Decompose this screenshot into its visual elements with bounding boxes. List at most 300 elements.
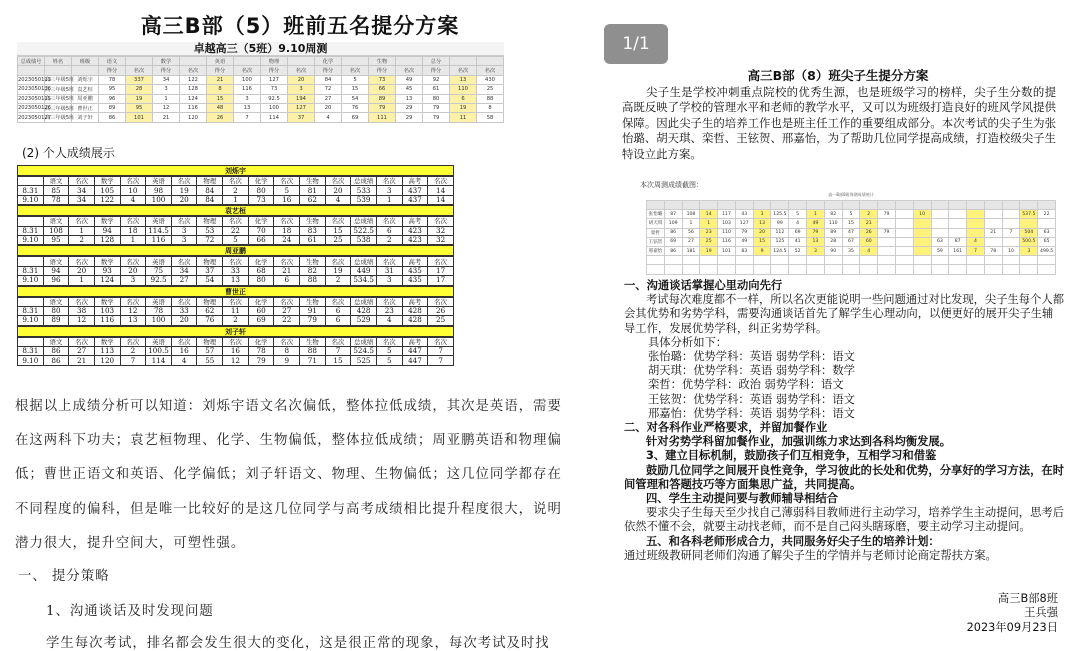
table-cell: 名次: [376, 297, 402, 306]
table-cell: 73: [248, 195, 274, 204]
table-cell: 高三年级5班: [45, 94, 72, 103]
table-cell: 2023050126: [18, 105, 52, 112]
table-cell: 名次: [376, 177, 402, 186]
section-4-heading: 四、学生主动提问要与教师辅导相结合: [646, 492, 839, 506]
table-cell: 25: [477, 85, 504, 94]
table-cell: 3: [288, 85, 315, 94]
table-cell: 66: [248, 235, 274, 244]
table-cell: 4: [120, 195, 146, 204]
table-cell: 27: [682, 237, 700, 246]
table-cell: [913, 201, 931, 210]
table-cell: 84: [315, 75, 342, 84]
table-cell: [18, 66, 45, 75]
table-cell: 34: [153, 75, 180, 84]
table-cell: 1: [807, 210, 825, 219]
table-cell: 生物: [300, 337, 326, 346]
section-2-heading: 二、对各科作业严格要求，并留加餐作业: [624, 421, 828, 435]
table-cell: [984, 256, 1002, 265]
table-row: [18, 103, 504, 112]
table-cell: [789, 265, 807, 274]
table-cell: 533: [351, 186, 377, 195]
table-cell: 刘子轩: [72, 113, 99, 122]
table-cell: [949, 228, 967, 237]
table-cell: 9.10: [18, 356, 44, 365]
analysis-line: 胡天琪：优势学科：英语 弱势学科：数学: [648, 364, 855, 378]
table-cell: 1: [120, 235, 146, 244]
table-cell: 2023050136: [18, 86, 52, 93]
table-cell: 1: [153, 94, 180, 103]
table-cell: [789, 201, 807, 210]
table-cell: 61: [423, 85, 450, 94]
section-4-body: 要求尖子生每天至少找自己薄弱科目教师进行主动学习，培养学生主动提问，思考后依然不懂不会，就要主动找老师，而不是自己闷头瞎琢磨，要主动学习主动提问。: [624, 506, 1064, 534]
table-cell: 名次: [171, 177, 197, 186]
table-cell: 物理: [197, 257, 223, 266]
table-cell: 2: [860, 210, 878, 219]
table-cell: 89: [369, 94, 396, 103]
table-cell: 12: [223, 356, 249, 365]
table-cell: 9.10: [18, 235, 44, 244]
table-cell: [967, 256, 985, 265]
table-cell: 78: [99, 75, 126, 84]
table-cell: 总分: [423, 57, 450, 66]
table-cell: 名次: [274, 217, 300, 226]
table-cell: 3: [376, 276, 402, 285]
table-cell: 数学: [94, 297, 120, 306]
table-cell: 27: [69, 347, 95, 356]
table-cell: 名次: [450, 66, 477, 75]
table-cell: 生物: [300, 177, 326, 186]
table-cell: [967, 219, 985, 228]
table-row: [18, 226, 454, 235]
table-cell: 21: [274, 266, 300, 275]
table-cell: 7: [1002, 228, 1020, 237]
table-cell: 125: [771, 237, 789, 246]
section-heading: (2) 个人成绩展示: [22, 146, 115, 160]
table-cell: 8.31: [18, 186, 44, 195]
student-score-block: [17, 205, 454, 245]
table-cell: 化学: [315, 57, 342, 66]
table-cell: 124: [180, 94, 207, 103]
table-cell: [895, 256, 913, 265]
table-cell: 76: [342, 103, 369, 112]
table-cell: 22: [223, 226, 249, 235]
table-cell: 8.31: [18, 266, 44, 275]
table-cell: 21: [984, 228, 1002, 237]
table-cell: 84: [197, 195, 223, 204]
table-header-row: [18, 57, 504, 66]
student-score-table: [17, 297, 454, 326]
table-cell: 班级: [72, 57, 99, 66]
table-cell: 3: [753, 210, 771, 219]
table-cell: 117: [718, 210, 736, 219]
sign-date: 2023年09月23日: [966, 620, 1058, 634]
table-cell: 41: [789, 237, 807, 246]
table-cell: 504: [1020, 228, 1038, 237]
table-cell: 437: [402, 195, 428, 204]
table-cell: 4: [789, 219, 807, 228]
table-cell: 27: [315, 94, 342, 103]
table-cell: 423: [402, 226, 428, 235]
table-cell: 21: [860, 219, 878, 228]
table-cell: 500.5: [1020, 237, 1038, 246]
table-row: [647, 265, 1056, 274]
table-cell: [895, 246, 913, 255]
table-cell: 73: [369, 75, 396, 84]
table-cell: 12: [69, 316, 95, 325]
table-cell: 语文: [99, 57, 126, 66]
table-cell: [878, 237, 896, 246]
table-cell: 3: [1020, 246, 1038, 255]
table-row: [18, 186, 454, 195]
table-cell: 86: [664, 246, 682, 255]
table-row: [647, 228, 1056, 237]
table-cell: 45: [396, 85, 423, 94]
table-cell: 12: [120, 306, 146, 315]
table-cell: [647, 201, 665, 210]
plan-body: [624, 279, 1064, 563]
table-cell: 生物: [300, 257, 326, 266]
table-cell: 3: [171, 226, 197, 235]
table-cell: 449: [351, 266, 377, 275]
table-cell: 名次: [171, 217, 197, 226]
table-cell: 化学: [248, 217, 274, 226]
table-cell: 生物: [300, 297, 326, 306]
table-cell: 100: [146, 316, 172, 325]
table-cell: 4: [325, 195, 351, 204]
table-cell: 总成绩号: [18, 57, 45, 66]
student-score-block: [17, 286, 454, 326]
table-row: [18, 316, 454, 325]
table-cell: 83: [735, 246, 753, 255]
table-cell: 化学: [248, 337, 274, 346]
table-cell: 名次: [69, 337, 95, 346]
table-cell: 名次: [69, 217, 95, 226]
table-cell: 4: [171, 356, 197, 365]
table-cell: 78: [43, 195, 69, 204]
table-cell: 名次: [376, 337, 402, 346]
table-header-row: [18, 66, 504, 75]
table-cell: 27: [171, 276, 197, 285]
table-cell: 105: [94, 186, 120, 195]
table-cell: [72, 66, 99, 75]
page-indicator[interactable]: 1/1: [604, 24, 668, 64]
table-cell: 72: [197, 235, 223, 244]
table-cell: [913, 228, 931, 237]
table-cell: [682, 265, 700, 274]
score-sheet-table: [17, 56, 504, 123]
table-cell: 20: [325, 186, 351, 195]
table-cell: 181: [682, 246, 700, 255]
table-cell: 114: [261, 113, 288, 122]
table-cell: [718, 265, 736, 274]
table-cell: 1: [69, 226, 95, 235]
table-cell: [771, 201, 789, 210]
table-cell: 2023050113: [18, 76, 52, 83]
table-cell: 7: [428, 347, 454, 356]
table-row: [647, 256, 1056, 265]
table-cell: 86: [664, 228, 682, 237]
table-cell: 英语: [146, 297, 172, 306]
document-title: 高三B部（5）班前五名提分方案: [140, 14, 460, 38]
table-cell: 65: [1038, 237, 1056, 246]
table-cell: 名次: [396, 66, 423, 75]
student-score-table: [17, 176, 454, 205]
table-cell: 37: [288, 113, 315, 122]
table-cell: 1: [223, 195, 249, 204]
table-cell: 英语: [207, 57, 234, 66]
table-cell: 名次: [274, 297, 300, 306]
table-cell: 85: [43, 186, 69, 195]
table-cell: 100: [261, 103, 288, 112]
table-cell: [647, 265, 665, 274]
table-cell: 生物: [369, 57, 396, 66]
table-cell: 127: [735, 219, 753, 228]
table-cell: 25: [325, 235, 351, 244]
table-cell: 7: [428, 356, 454, 365]
table-cell: 22: [274, 316, 300, 325]
table-cell: 63: [931, 237, 949, 246]
table-cell: 79: [735, 228, 753, 237]
table-cell: 高考: [402, 177, 428, 186]
table-cell: 28: [126, 85, 153, 94]
table-cell: 语文: [43, 337, 69, 346]
table-cell: [718, 201, 736, 210]
table-cell: 6: [325, 316, 351, 325]
table-cell: 72: [315, 85, 342, 94]
table-cell: 128: [180, 85, 207, 94]
table-cell: 名次: [180, 66, 207, 75]
section-3-body: 鼓励几位同学之间展开良性竞争，学习彼此的长处和优势，分享好的学习方法，在时间管理和答题技巧等方面集思广益，共同提高。: [624, 463, 1064, 491]
table-cell: 100: [234, 75, 261, 84]
table-cell: 名次: [69, 297, 95, 306]
table-cell: 110: [824, 219, 842, 228]
table-cell: 8.31: [18, 347, 44, 356]
table-cell: 20: [171, 316, 197, 325]
table-cell: [931, 265, 949, 274]
student-name: 曹世正: [17, 286, 454, 297]
table-cell: 31: [376, 266, 402, 275]
table-cell: 高考: [402, 297, 428, 306]
table-cell: 5: [376, 356, 402, 365]
table-cell: 69: [664, 237, 682, 246]
table-cell: 2: [69, 235, 95, 244]
table-cell: 总成绩: [351, 257, 377, 266]
table-cell: [878, 256, 896, 265]
table-cell: 70: [248, 226, 274, 235]
table-cell: 7: [325, 347, 351, 356]
table-row: [18, 347, 454, 356]
table-cell: 名次: [223, 257, 249, 266]
student-score-block: [17, 326, 454, 366]
table-cell: 92.5: [146, 276, 172, 285]
table-cell: [913, 265, 931, 274]
table-cell: 87: [664, 210, 682, 219]
table-cell: 48: [207, 103, 234, 112]
analysis-label: 具体分析如下：: [648, 335, 728, 349]
table-cell: [878, 265, 896, 274]
table-cell: 3: [807, 246, 825, 255]
table-header-row: [18, 257, 454, 266]
table-cell: 王铉贺: [647, 237, 665, 246]
table-header-row: [18, 177, 454, 186]
table-cell: [735, 201, 753, 210]
table-cell: 名次: [120, 257, 146, 266]
table-cell: 90: [824, 246, 842, 255]
table-cell: 81: [300, 186, 326, 195]
table-cell: 16: [274, 195, 300, 204]
table-cell: 99: [771, 219, 789, 228]
table-cell: 80: [423, 94, 450, 103]
table-cell: 79: [878, 210, 896, 219]
table-cell: [913, 246, 931, 255]
table-cell: 128: [94, 235, 120, 244]
table-cell: 得分: [207, 66, 234, 75]
analysis-line: 王铉贺：优势学科：英语 弱势学科：语文: [648, 392, 855, 406]
table-cell: 29: [396, 103, 423, 112]
table-row: [18, 195, 454, 204]
table-cell: 94: [43, 266, 69, 275]
table-cell: 名次: [477, 66, 504, 75]
table-cell: 524.5: [351, 347, 377, 356]
table-cell: 12: [153, 103, 180, 112]
table-cell: 得分: [261, 66, 288, 75]
table-cell: 87: [949, 237, 967, 246]
table-cell: 88: [300, 276, 326, 285]
table-cell: [984, 210, 1002, 219]
table-cell: [682, 256, 700, 265]
table-cell: 刘烁宇: [72, 75, 99, 84]
table-cell: [967, 265, 985, 274]
table-header-row: [647, 201, 1056, 210]
table-cell: 428: [402, 306, 428, 315]
table-cell: 79: [878, 228, 896, 237]
table-cell: 语文: [43, 297, 69, 306]
table-cell: 78: [248, 347, 274, 356]
table-cell: 语文: [43, 217, 69, 226]
table-cell: 名次: [325, 297, 351, 306]
table-cell: 108: [682, 210, 700, 219]
table-cell: 名次: [376, 217, 402, 226]
table-row: [647, 246, 1056, 255]
table-cell: 名次: [223, 217, 249, 226]
table-cell: [700, 265, 718, 274]
table-cell: 4: [860, 246, 878, 255]
table-cell: 9.10: [18, 195, 44, 204]
table-cell: 5: [342, 75, 369, 84]
table-cell: 名次: [428, 337, 454, 346]
table-cell: 8.31: [18, 226, 44, 235]
table-cell: 22: [1038, 210, 1056, 219]
table-cell: 14: [428, 186, 454, 195]
table-cell: 27: [274, 306, 300, 315]
table-cell: 总成绩: [351, 337, 377, 346]
table-row: [647, 210, 1056, 219]
table-cell: 15: [325, 356, 351, 365]
table-cell: [824, 201, 842, 210]
table-cell: 83: [300, 226, 326, 235]
table-cell: 周亚鹏: [72, 94, 99, 103]
table-cell: 89: [824, 228, 842, 237]
table-cell: 69: [248, 316, 274, 325]
table-cell: 名次: [428, 217, 454, 226]
table-cell: 13: [807, 237, 825, 246]
table-cell: 437: [402, 186, 428, 195]
table-cell: 71: [300, 356, 326, 365]
table-cell: 19: [325, 266, 351, 275]
table-cell: 38: [69, 306, 95, 315]
table-cell: 525: [351, 356, 377, 365]
table-cell: 69: [789, 228, 807, 237]
table-cell: 数学: [94, 217, 120, 226]
table-cell: [1038, 256, 1056, 265]
table-cell: 名次: [274, 177, 300, 186]
section-3-heading: 3、建立目标机制，鼓励孩子们互相竞争，互相学习和借鉴: [646, 449, 937, 463]
table-cell: 英语: [146, 257, 172, 266]
table-cell: 337: [126, 75, 153, 84]
table-row: [647, 237, 1056, 246]
table-cell: 生物: [300, 217, 326, 226]
table-cell: 49: [807, 219, 825, 228]
table-cell: [931, 219, 949, 228]
table-cell: [1002, 256, 1020, 265]
table-cell: 116: [146, 235, 172, 244]
table-cell: 2: [376, 235, 402, 244]
table-cell: 52: [789, 246, 807, 255]
table-cell: 数学: [94, 337, 120, 346]
table-cell: 60: [248, 306, 274, 315]
table-cell: [931, 256, 949, 265]
table-cell: [647, 256, 665, 265]
table-cell: 67: [842, 237, 860, 246]
table-cell: [1020, 256, 1038, 265]
table-cell: [860, 201, 878, 210]
table-cell: 101: [126, 113, 153, 122]
table-cell: [895, 228, 913, 237]
table-cell: 1: [376, 195, 402, 204]
table-cell: 19: [171, 186, 197, 195]
table-cell: 28: [824, 237, 842, 246]
analysis-line: 邢嘉怡：优势学科：英语 弱势学科：语文: [648, 406, 855, 420]
table-cell: 120: [180, 113, 207, 122]
section-2-body: 针对劣势学科留加餐作业，加强训练力求达到各科均衡发展。: [646, 435, 952, 449]
table-cell: 高三年级5班: [45, 75, 72, 84]
table-cell: [967, 210, 985, 219]
table-row: [18, 276, 454, 285]
table-cell: 60: [860, 237, 878, 246]
table-cell: 423: [402, 235, 428, 244]
table-cell: 名次: [69, 257, 95, 266]
table-cell: 19: [450, 103, 477, 112]
table-cell: 89: [99, 103, 126, 112]
table-cell: 428: [351, 306, 377, 315]
table-cell: 名次: [126, 66, 153, 75]
table-cell: 6: [325, 306, 351, 315]
plan-title: 高三B部（8）班尖子生提分方案: [747, 68, 929, 83]
table-cell: 5: [274, 186, 300, 195]
table-cell: 总成绩: [351, 297, 377, 306]
table-cell: 21: [153, 113, 180, 122]
table-cell: [396, 57, 423, 66]
table-cell: 名次: [428, 297, 454, 306]
table-cell: [1002, 201, 1020, 210]
table-cell: [477, 57, 504, 66]
table-cell: 3: [376, 186, 402, 195]
table-cell: 2: [120, 347, 146, 356]
table-cell: 6: [274, 276, 300, 285]
table-cell: 10: [120, 186, 146, 195]
table-cell: [931, 210, 949, 219]
table-cell: 20: [288, 75, 315, 84]
